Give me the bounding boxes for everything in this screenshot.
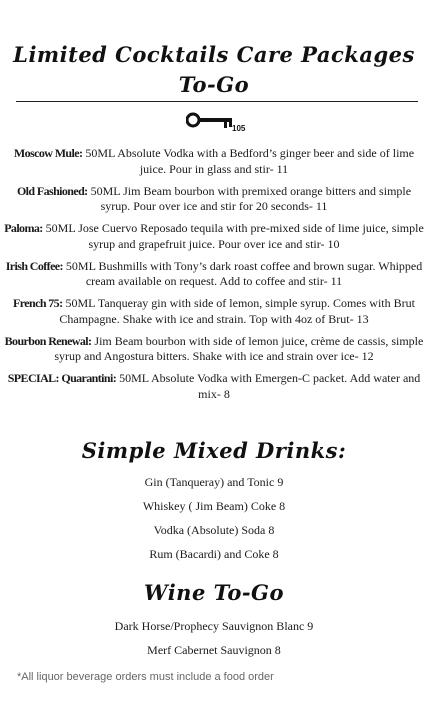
simple-mixed-drinks-heading: Simple Mixed Drinks:: [81, 438, 347, 463]
list-item: Vodka (Absolute) Soda 8: [153, 523, 275, 537]
cocktail-item: [4, 334, 424, 365]
simple-mixed-drinks-list: [0, 475, 428, 571]
key-logo-icon: [186, 110, 250, 134]
list-item: Rum (Bacardi) and Coke 8: [149, 547, 279, 561]
cocktail-description: 50ML Absolute Vodka with Emergen-C packet. Add water and mix- 8: [116, 371, 421, 401]
cocktail-description: 50ML Jim Beam bourbon with premixed orange bitters and simple syrup. Pour over ice and stir for 20 seconds- 11: [87, 183, 412, 213]
cocktail-description: 50ML Absolute Vodka with a Bedford’s ginger beer and side of lime juice. Pour in glass and stir- 11: [82, 146, 415, 176]
cocktail-item: [4, 371, 424, 402]
cocktail-name: Bourbon Renewal:: [4, 333, 92, 348]
wine-list: [0, 619, 428, 667]
list-item: Gin (Tanqueray) and Tonic 9: [144, 475, 284, 489]
menu-title: [0, 40, 428, 100]
cocktail-name: French 75:: [13, 296, 63, 310]
cocktail-name: Old Fashioned:: [16, 183, 88, 198]
cocktail-description: 50ML Jose Cuervo Reposado tequila with pre-mixed side of lime juice, simple syrup and grapefruit juice. Pour over ice and stir- 10: [42, 221, 424, 251]
wine-to-go-heading: Wine To-Go: [143, 580, 284, 605]
cocktail-name: Paloma:: [4, 221, 43, 235]
cocktail-list: [4, 146, 424, 409]
cocktail-item: [4, 184, 424, 215]
cocktail-item: [4, 296, 424, 327]
cocktail-name: SPECIAL: Quarantini:: [7, 371, 117, 385]
list-item: Whiskey ( Jim Beam) Coke 8: [142, 499, 286, 513]
food-order-footnote: *All liquor beverage orders must include a food order: [17, 671, 274, 683]
title-divider: [16, 101, 418, 102]
cocktail-item: [4, 221, 424, 252]
cocktail-description: Jim Beam bourbon with side of lemon juice, crème de cassis, simple syrup and Angostura bitters. Shake with ice and strain over ice- 12: [54, 333, 424, 363]
cocktail-item: [4, 146, 424, 177]
menu-title-line-2: To-Go: [178, 72, 250, 97]
menu-title-line-1: Limited Cocktails Care Packages: [13, 42, 415, 67]
cocktail-name: Moscow Mule:: [13, 146, 83, 160]
list-item: Dark Horse/Prophecy Sauvignon Blanc 9: [114, 619, 314, 633]
cocktail-description: 50ML Bushmills with Tony’s dark roast coffee and brown sugar. Whipped cream available on request. Add to coffee and stir- 11: [62, 258, 423, 288]
cocktail-item: [4, 259, 424, 290]
list-item: Merf Cabernet Sauvignon 8: [147, 643, 281, 657]
cocktail-name: Irish Coffee:: [5, 258, 63, 273]
logo-number: 105: [232, 124, 246, 133]
cocktail-description: 50ML Tanqueray gin with side of lemon, simple syrup. Comes with Brut Champagne. Shake with ice and strain. Top with 4oz of Brut- 13: [59, 296, 415, 326]
